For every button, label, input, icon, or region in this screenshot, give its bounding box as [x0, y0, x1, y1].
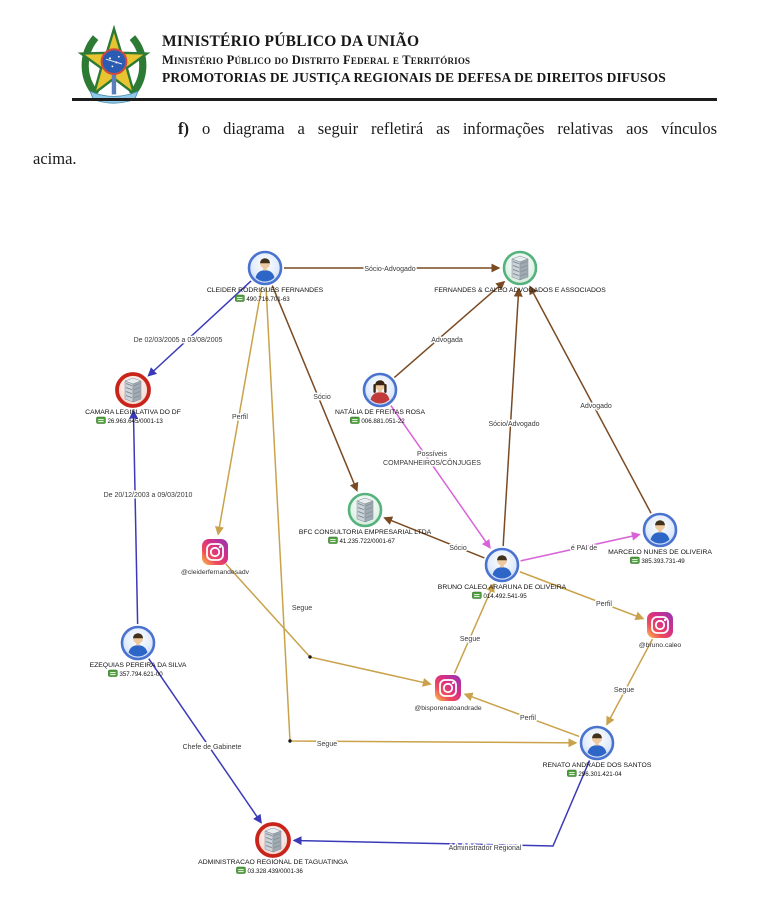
node-doc-number: 014.492.541-95 — [483, 593, 527, 600]
edge-label: Administrador Regional — [448, 845, 522, 852]
edge-label: Segue — [291, 605, 313, 612]
edge-label: Perfil — [596, 601, 612, 608]
edge-ezequias-admin — [149, 659, 261, 823]
node-natalia — [364, 374, 396, 406]
node-bfc — [349, 494, 381, 526]
edge-ezequias-camara — [133, 411, 137, 624]
node-name: BRUNO CALEO ARARUNA DE OLIVEIRA — [437, 584, 567, 591]
org-line-2: Ministério Público do Distrito Federal e Territórios — [162, 53, 471, 67]
edge-cleider-insta_cleider — [218, 287, 262, 535]
node-name: RENATO ANDRADE DOS SANTOS — [542, 762, 652, 769]
node-insta_renato — [435, 675, 461, 701]
node-name: CLEIDER RODRIGUES FERNANDES — [206, 287, 324, 294]
edge-label: De 02/03/2005 a 03/08/2005 — [133, 337, 223, 344]
edge-label: Segue — [613, 687, 635, 694]
node-doc-number: 385.393.731-49 — [641, 558, 685, 565]
edge-label: é PAI de — [570, 545, 598, 552]
node-marcelo — [644, 514, 676, 546]
node-doc-number: 490.716.701-63 — [246, 296, 290, 303]
edge-label: Sócio — [313, 394, 331, 401]
edge-marcelo-fc — [530, 287, 651, 514]
edge-label: De 20/12/2003 a 09/03/2010 — [103, 492, 193, 499]
node-name: EZEQUIAS PEREIRA DA SILVA — [89, 662, 187, 669]
edge-label: Segue — [316, 741, 338, 748]
edge-insta_cleider-insta_renato — [226, 564, 431, 684]
labels — [85, 266, 712, 875]
edge-bruno-bfc — [384, 518, 484, 558]
edge-insta_bruno-renato — [607, 639, 653, 724]
edge-label: Possíveis COMPANHEIROS/CÔNJUGES — [383, 451, 481, 467]
node-insta_cleider — [202, 539, 228, 565]
node-cleider — [249, 252, 281, 284]
node-doc-number: 357.794.621-00 — [119, 671, 163, 678]
node-handle: @cleiderfernandesadv — [180, 569, 250, 576]
node-name: BFC CONSULTORIA EMPRESARIAL LTDA — [298, 529, 432, 536]
edge-junction-dot — [288, 739, 291, 742]
edge-label: Perfil — [520, 715, 536, 722]
id-badge-icon — [236, 867, 245, 874]
item-letter: f) — [178, 119, 189, 138]
edge-cleider-renato — [266, 287, 576, 743]
node-doc-number: 006.881.051-22 — [361, 418, 405, 425]
org-line-1: MINISTÉRIO PÚBLICO DA UNIÃO — [162, 33, 420, 50]
node-doc-number: 296.301.421-04 — [578, 771, 622, 778]
edge-label: Sócio-Advogado — [364, 266, 416, 273]
paragraph-line-2: acima. — [33, 149, 77, 168]
node-renato — [581, 727, 613, 759]
edge-junction-dot — [308, 655, 311, 658]
org-line-3: PROMOTORIAS DE JUSTIÇA REGIONAIS DE DEFESA DE DIREITOS DIFUSOS — [162, 70, 666, 85]
node-doc-number: 03.328.439/0001-36 — [247, 868, 303, 875]
edge-label: Perfil — [232, 414, 248, 421]
id-badge-icon — [472, 592, 481, 599]
node-fc — [504, 252, 536, 284]
node-ezequias — [122, 627, 154, 659]
node-doc-number: 26.963.645/0001-13 — [107, 418, 163, 425]
node-name: NATÁLIA DE FREITAS ROSA — [334, 409, 426, 416]
id-badge-icon — [328, 537, 337, 544]
node-name: CAMARA LEGISLATIVA DO DF — [85, 409, 181, 416]
edge-label: Segue — [459, 636, 481, 643]
node-handle: @bruno.caleo — [638, 642, 682, 649]
edge-renato-admin — [294, 760, 590, 846]
edge-label: Advogado — [580, 403, 612, 410]
edge-bruno-fc — [503, 289, 519, 546]
edge-bruno-insta_bruno — [520, 572, 643, 619]
node-admin — [257, 824, 289, 856]
edge-label: Sócio — [449, 545, 467, 552]
id-badge-icon — [630, 557, 639, 564]
edge-label: Chefe de Gabinete — [182, 744, 242, 751]
id-badge-icon — [235, 295, 244, 302]
node-handle: @bisporenatoandrade — [414, 705, 482, 712]
node-name: ADMINISTRACAO REGIONAL DE TAGUATINGA — [198, 859, 348, 866]
id-badge-icon — [96, 417, 105, 424]
node-camara — [117, 374, 149, 406]
paragraph-text: o diagrama a seguir refletirá as informações relativas aos vínculos — [201, 119, 718, 138]
node-insta_bruno — [647, 612, 673, 638]
node-bruno — [486, 549, 518, 581]
node-doc-number: 41.235.722/0001-67 — [339, 538, 395, 545]
id-badge-icon — [350, 417, 359, 424]
edge-natalia-fc — [394, 282, 504, 378]
node-name: FERNANDES & CALEO ADVOGADOS E ASSOCIADOS — [434, 287, 606, 294]
node-name: MARCELO NUNES DE OLIVEIRA — [608, 549, 712, 556]
edge-label: Advogada — [431, 337, 463, 344]
id-badge-icon — [108, 670, 117, 677]
edge-cleider-bfc — [272, 286, 357, 491]
id-badge-icon — [567, 770, 576, 777]
edge-label: Sócio/Advogado — [488, 421, 540, 428]
